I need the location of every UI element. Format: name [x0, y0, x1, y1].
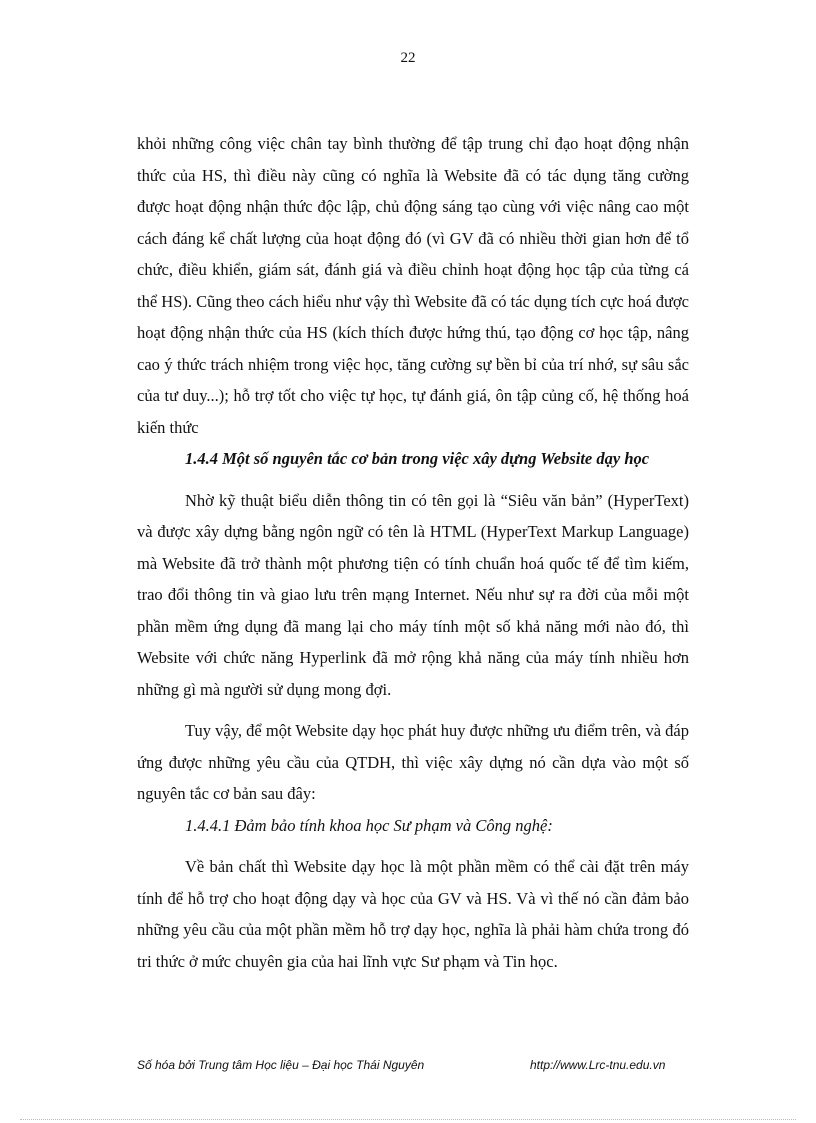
footer-url: http://www.Lrc-tnu.edu.vn: [530, 1058, 666, 1072]
subsection-heading: 1.4.4.1 Đảm bảo tính khoa học Sư phạm và Công nghệ:: [185, 815, 553, 835]
footer-source: Số hóa bởi Trung tâm Học liệu – Đại học Thái Nguyên: [137, 1058, 425, 1072]
page-bottom-rule: [20, 1119, 796, 1120]
paragraph-pedagogy-technology: Về bản chất thì Website dạy học là một phần mềm có thể cài đặt trên máy tính để hỗ trợ cho hoạt động dạy và học của GV và HS. Và vì thế nó cần đảm bảo những yêu cầu của một phần mềm hỗ trợ dạy học, nghĩa là phải hàm chứa trong đó tri thức ở mức chuyên gia của hai lĩnh vực Sư phạm và Tin học.: [137, 857, 689, 971]
document-body: [137, 128, 689, 977]
paragraph-principles-intro: Tuy vậy, để một Website dạy học phát huy được những ưu điểm trên, và đáp ứng được những yêu cầu của QTDH, thì việc xây dựng nó cần dựa vào một số nguyên tắc cơ bản sau đây:: [137, 721, 689, 803]
page-number: 22: [400, 50, 416, 66]
paragraph-continuation: khỏi những công việc chân tay bình thường để tập trung chỉ đạo hoạt động nhận thức của HS, thì điều này cũng có nghĩa là Website đã có tác dụng tăng cường được hoạt động nhận thức độc lập, chủ động sáng tạo cùng với việc nâng cao một cách đáng kể chất lượng của hoạt động đó (vì GV đã có nhiều thời gian hơn để tổ chức, điều khiển, giám sát, đánh giá và điều chỉnh hoạt động học tập của từng cá thể HS). Cũng theo cách hiểu như vậy thì Website đã có tác dụng tích cực hoá được hoạt động nhận thức của HS (kích thích được hứng thú, tạo động cơ học tập, nâng cao ý thức trách nhiệm trong việc học, tăng cường sự bền bỉ của trí nhớ, sự sâu sắc của tư duy...); hỗ trợ tốt cho việc tự học, tự đánh giá, ôn tập củng cố, hệ thống hoá kiến thức: [137, 134, 689, 437]
section-heading: 1.4.4 Một số nguyên tắc cơ bản trong việc xây dựng Website dạy học: [185, 449, 650, 468]
paragraph-hypertext: Nhờ kỹ thuật biểu diễn thông tin có tên gọi là “Siêu văn bản” (HyperText) và được xây dựng bằng ngôn ngữ có tên là HTML (HyperText Markup Language) mà Website đã trở thành một phương tiện có tính chuẩn hoá quốc tế để tìm kiếm, trao đổi thông tin và giao lưu trên mạng Internet. Nếu như sự ra đời của mỗi một phần mềm ứng dụng đã mang lại cho máy tính một số khả năng mới nào đó, thì Website với chức năng Hyperlink đã mở rộng khả năng của máy tính nhiều hơn những gì mà người sử dụng mong đợi.: [137, 490, 689, 699]
